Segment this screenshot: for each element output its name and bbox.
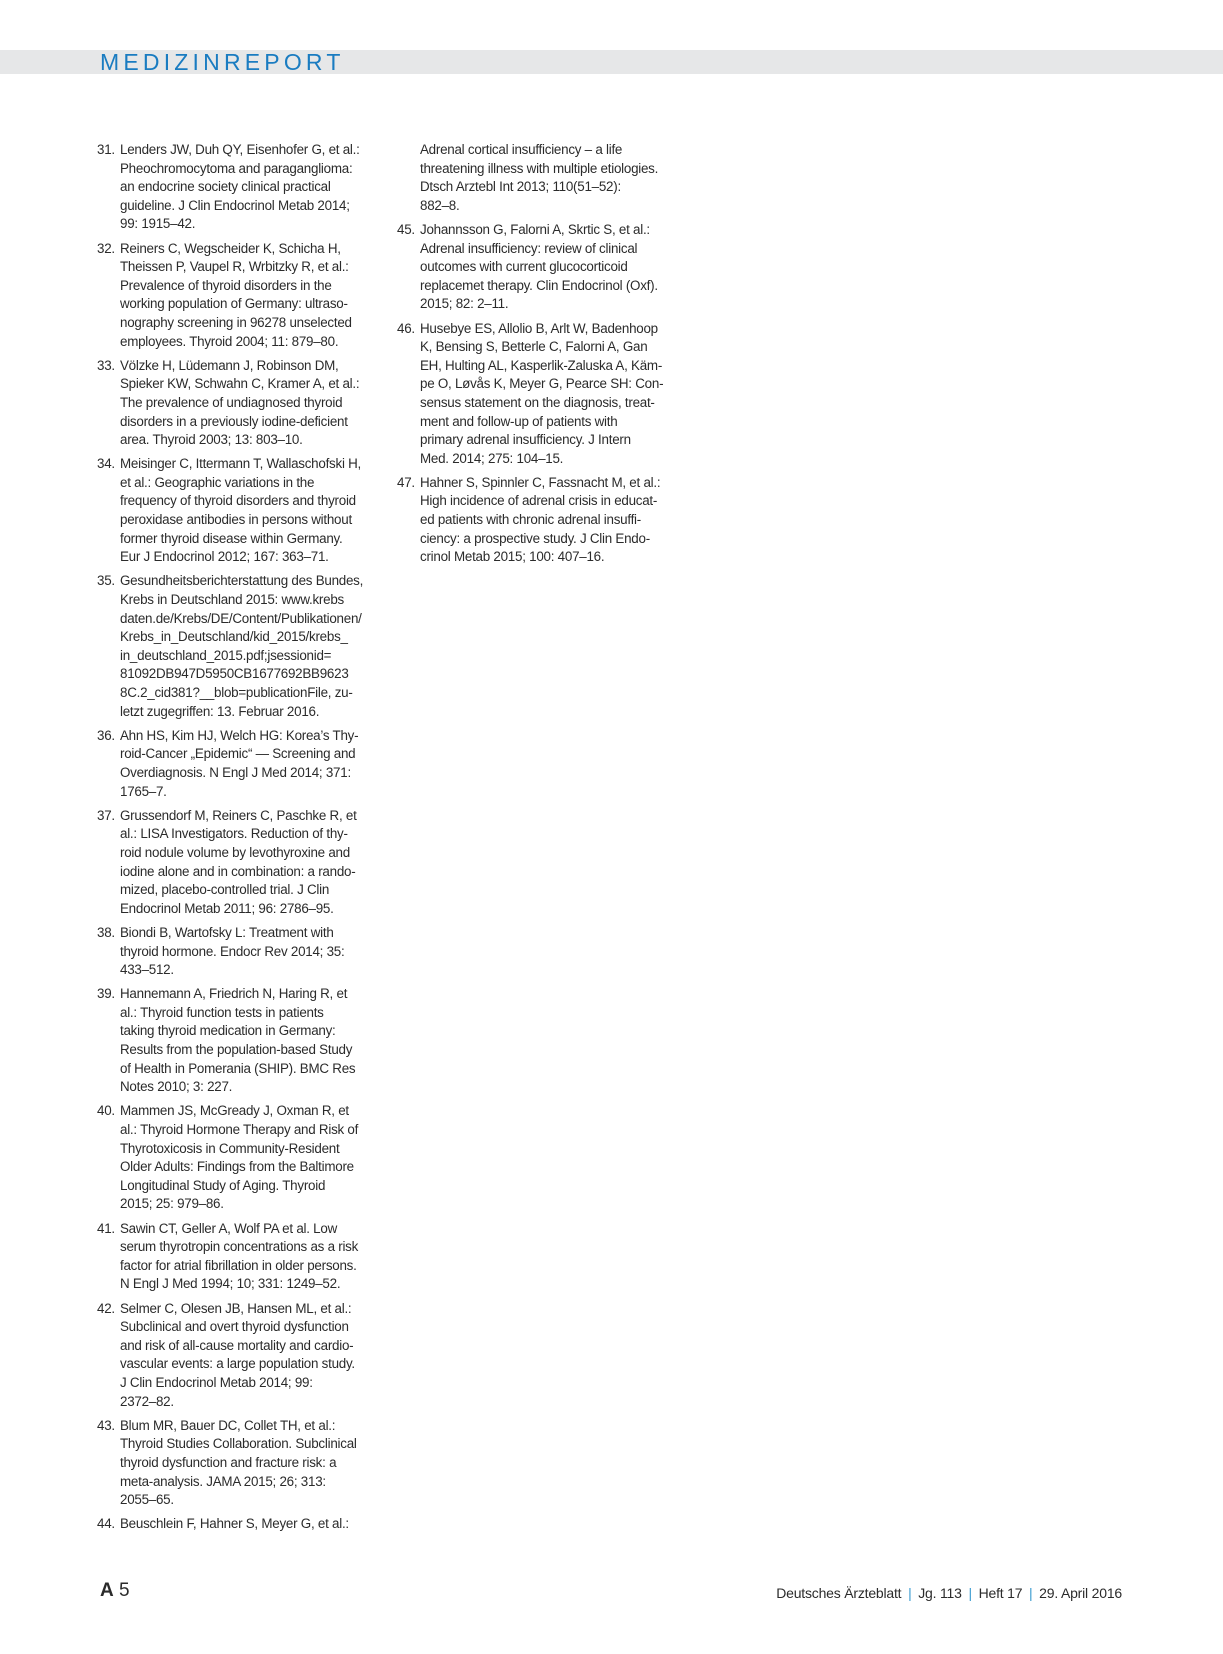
reference-line: Endocrinol Metab 2011; 96: 2786–95.	[120, 900, 334, 916]
reference-line: area. Thyroid 2003; 13: 803–10.	[120, 432, 303, 448]
reference-line: et al.: Geographic variations in the	[120, 474, 315, 490]
reference-line: Selmer C, Olesen JB, Hansen ML, et al.:	[120, 1300, 352, 1316]
reference-line: Mammen JS, McGready J, Oxman R, et	[120, 1103, 349, 1119]
reference-line: Ahn HS, Kim HJ, Welch HG: Korea’s Thy-	[120, 727, 359, 743]
reference-number: 39.	[97, 986, 115, 1002]
reference-text	[420, 320, 677, 469]
reference-number: 45.	[397, 221, 415, 237]
reference-line: Krebs in Deutschland 2015: www.krebs	[120, 592, 344, 608]
reference-line: roid nodule volume by levothyroxine and	[120, 844, 350, 860]
reference-text	[120, 985, 377, 1097]
reference-line: Gesundheitsberichterstattung des Bundes,	[120, 573, 364, 589]
reference-item	[97, 924, 377, 980]
journal-volume: Jg. 113	[918, 1585, 962, 1601]
journal-name: Deutsches Ärzteblatt	[776, 1585, 902, 1601]
reference-line: Thyrotoxicosis in Community-Resident	[120, 1140, 340, 1156]
reference-line: 8C.2_cid381?__blob=publicationFile, zu-	[120, 685, 353, 700]
reference-line: vascular events: a large population study.	[120, 1356, 355, 1372]
reference-line: pe O, Løvås K, Meyer G, Pearce SH: Con-	[420, 376, 664, 392]
reference-line: Grussendorf M, Reiners C, Paschke R, et	[120, 807, 357, 823]
reference-line: K, Bensing S, Betterle C, Falorni A, Gan	[420, 339, 648, 355]
reference-number: 33.	[97, 357, 115, 373]
reference-line: Blum MR, Bauer DC, Collet TH, et al.:	[120, 1417, 336, 1433]
reference-text	[120, 807, 377, 919]
journal-info	[776, 1584, 1122, 1602]
reference-line: 882–8.	[420, 197, 460, 213]
separator: |	[1029, 1585, 1033, 1601]
reference-line: serum thyrotropin concentrations as a risk	[120, 1239, 359, 1255]
reference-line: factor for atrial fibrillation in older persons.	[120, 1257, 357, 1273]
reference-line: N Engl J Med 1994; 10; 331: 1249–52.	[120, 1276, 341, 1292]
reference-item	[97, 985, 377, 1097]
reference-line: 433–512.	[120, 962, 174, 978]
reference-line: Sawin CT, Geller A, Wolf PA et al. Low	[120, 1220, 337, 1236]
reference-line: of Health in Pomerania (SHIP). BMC Res	[120, 1060, 356, 1076]
reference-line: 2055–65.	[120, 1492, 174, 1508]
reference-text	[120, 1515, 377, 1534]
reference-line: Overdiagnosis. N Engl J Med 2014; 371:	[120, 764, 351, 780]
reference-line: Dtsch Arztebl Int 2013; 110(51–52):	[420, 179, 621, 195]
reference-line: Older Adults: Findings from the Baltimore	[120, 1159, 354, 1175]
reference-line: 2015; 25: 979–86.	[120, 1196, 224, 1212]
section-label: MEDIZINREPORT	[100, 49, 345, 75]
page-number	[100, 1580, 130, 1602]
reference-line: roid-Cancer „Epidemic“ — Screening and	[120, 746, 356, 762]
reference-line: Hannemann A, Friedrich N, Haring R, et	[120, 986, 348, 1002]
reference-line: and risk of all-cause mortality and cardio-	[120, 1337, 354, 1353]
reference-line: Meisinger C, Ittermann T, Wallaschofski H,	[120, 456, 362, 472]
reference-line: 2015; 82: 2–11.	[420, 296, 509, 312]
reference-line: primary adrenal insufficiency. J Intern	[420, 432, 631, 448]
reference-line: 99: 1915–42.	[120, 216, 196, 232]
reference-line: Adrenal insufficiency: review of clinical	[420, 240, 638, 256]
reference-item	[97, 807, 377, 919]
reference-line: thyroid hormone. Endocr Rev 2014; 35:	[120, 943, 345, 959]
reference-item	[97, 357, 377, 450]
reference-line: in_deutschland_2015.pdf;jsessionid=	[120, 647, 332, 663]
reference-line: letzt zugegriffen: 13. Februar 2016.	[120, 703, 320, 719]
reference-line: disorders in a previously iodine-deficient	[120, 413, 348, 429]
reference-item	[397, 320, 677, 469]
reference-item	[397, 141, 677, 215]
reference-line: ciency: a prospective study. J Clin Endo-	[420, 530, 650, 546]
reference-item	[97, 1102, 377, 1214]
reference-line: Theissen P, Vaupel R, Wrbitzky R, et al.:	[120, 259, 349, 275]
separator: |	[908, 1585, 912, 1601]
reference-text	[420, 221, 677, 314]
reference-number: 32.	[97, 240, 115, 256]
reference-line: thyroid dysfunction and fracture risk: a	[120, 1454, 337, 1470]
reference-number: 40.	[97, 1103, 115, 1119]
reference-text	[120, 727, 377, 801]
reference-line: Reiners C, Wegscheider K, Schicha H,	[120, 240, 341, 256]
reference-line: sensus statement on the diagnosis, treat-	[420, 394, 655, 410]
reference-item	[397, 221, 677, 314]
reference-line: Adrenal cortical insufficiency – a life	[420, 142, 623, 157]
reference-line: Husebye ES, Allolio B, Arlt W, Badenhoop	[420, 320, 658, 336]
reference-line: former thyroid disease within Germany.	[120, 530, 343, 546]
reference-line: Krebs_in_Deutschland/kid_2015/krebs_	[120, 629, 348, 645]
reference-line: Longitudinal Study of Aging. Thyroid	[120, 1177, 326, 1193]
reference-item	[97, 240, 377, 352]
reference-line: al.: Thyroid Hormone Therapy and Risk of	[120, 1122, 359, 1138]
reference-text	[120, 1417, 377, 1510]
reference-number: 37.	[97, 807, 115, 823]
reference-number: 35.	[97, 573, 115, 589]
reference-number: 44.	[97, 1516, 115, 1532]
reference-text	[397, 141, 677, 215]
reference-number: 42.	[97, 1300, 115, 1316]
reference-text	[120, 455, 377, 567]
reference-text	[120, 572, 377, 721]
reference-item	[97, 455, 377, 567]
reference-line: daten.de/Krebs/DE/Content/Publikationen/	[120, 610, 362, 626]
reference-line: Pheochromocytoma and paraganglioma:	[120, 160, 353, 176]
reference-line: J Clin Endocrinol Metab 2014; 99:	[120, 1374, 313, 1390]
reference-text	[120, 1102, 377, 1214]
reference-line: employees. Thyroid 2004; 11: 879–80.	[120, 333, 339, 349]
page-number-value: 5	[119, 1580, 130, 1601]
reference-number: 46.	[397, 320, 415, 336]
reference-number: 34.	[97, 456, 115, 472]
reference-text	[120, 1220, 377, 1294]
reference-line: meta-analysis. JAMA 2015; 26; 313:	[120, 1473, 326, 1489]
reference-line: working population of Germany: ultraso-	[120, 296, 348, 312]
page-letter: A	[100, 1580, 114, 1601]
reference-line: Notes 2010; 3: 227.	[120, 1079, 233, 1095]
reference-line: crinol Metab 2015; 100: 407–16.	[420, 549, 605, 565]
reference-number: 36.	[97, 727, 115, 743]
reference-line: 2372–82.	[120, 1393, 174, 1409]
reference-item	[397, 474, 677, 567]
reference-line: peroxidase antibodies in persons without	[120, 512, 352, 528]
reference-line: Thyroid Studies Collaboration. Subclinical	[120, 1436, 357, 1452]
reference-line: replacemet therapy. Clin Endocrinol (Oxf).	[420, 277, 658, 293]
reference-text	[120, 357, 377, 450]
reference-line: Eur J Endocrinol 2012; 167: 363–71.	[120, 549, 329, 565]
reference-text	[120, 141, 377, 234]
reference-line: Biondi B, Wartofsky L: Treatment with	[120, 924, 334, 940]
reference-line: ed patients with chronic adrenal insuffi-	[420, 512, 641, 528]
reference-line: The prevalence of undiagnosed thyroid	[120, 394, 343, 410]
reference-line: 1765–7.	[120, 783, 167, 799]
reference-line: Johannsson G, Falorni A, Skrtic S, et al.:	[420, 221, 650, 237]
references-right-column	[397, 141, 677, 572]
reference-line: Völzke H, Lüdemann J, Robinson DM,	[120, 357, 339, 373]
reference-number: 31.	[97, 142, 115, 157]
reference-item	[97, 572, 377, 721]
reference-line: Hahner S, Spinnler C, Fassnacht M, et al.:	[420, 474, 661, 490]
reference-line: iodine alone and in combination: a rando-	[120, 863, 356, 879]
reference-line: 81092DB947D5950CB1677692BB9623	[120, 666, 349, 682]
reference-line: Lenders JW, Duh QY, Eisenhofer G, et al.:	[120, 142, 360, 157]
reference-line: taking thyroid medication in Germany:	[120, 1023, 336, 1039]
references-left-column	[97, 141, 377, 1539]
reference-item	[97, 141, 377, 234]
reference-line: High incidence of adrenal crisis in educat-	[420, 493, 658, 509]
reference-line: threatening illness with multiple etiologies.	[420, 160, 659, 176]
reference-item	[97, 1300, 377, 1412]
reference-line: outcomes with current glucocorticoid	[420, 259, 628, 275]
reference-number: 41.	[97, 1220, 115, 1236]
reference-line: al.: Thyroid function tests in patients	[120, 1004, 324, 1020]
reference-line: EH, Hulting AL, Kasperlik-Zaluska A, Käm-	[420, 357, 663, 373]
reference-number: 47.	[397, 474, 415, 490]
reference-item	[97, 1417, 377, 1510]
reference-text	[120, 240, 377, 352]
reference-line: an endocrine society clinical practical	[120, 179, 331, 195]
reference-number: 43.	[97, 1417, 115, 1433]
reference-text	[420, 474, 677, 567]
reference-line: Spieker KW, Schwahn C, Kramer A, et al.:	[120, 376, 360, 392]
reference-line: Med. 2014; 275: 104–15.	[420, 450, 564, 466]
reference-line: mized, placebo-controlled trial. J Clin	[120, 882, 330, 898]
separator: |	[968, 1585, 972, 1601]
reference-line: guideline. J Clin Endocrinol Metab 2014;	[120, 197, 350, 213]
reference-number: 38.	[97, 924, 115, 940]
reference-line: Beuschlein F, Hahner S, Meyer G, et al.:	[120, 1516, 349, 1532]
reference-line: ment and follow-up of patients with	[420, 413, 618, 429]
reference-item	[97, 727, 377, 801]
reference-line: Subclinical and overt thyroid dysfunction	[120, 1319, 349, 1335]
reference-line: al.: LISA Investigators. Reduction of thy-	[120, 826, 348, 842]
reference-text	[120, 924, 377, 980]
reference-line: Results from the population-based Study	[120, 1042, 353, 1058]
journal-issue: Heft 17	[978, 1585, 1023, 1601]
reference-line: nography screening in 96278 unselected	[120, 314, 352, 330]
reference-line: frequency of thyroid disorders and thyroid	[120, 493, 356, 509]
reference-item	[97, 1220, 377, 1294]
journal-date: 29. April 2016	[1039, 1585, 1122, 1601]
reference-line: Prevalence of thyroid disorders in the	[120, 277, 332, 293]
reference-item	[97, 1515, 377, 1534]
reference-text	[120, 1300, 377, 1412]
